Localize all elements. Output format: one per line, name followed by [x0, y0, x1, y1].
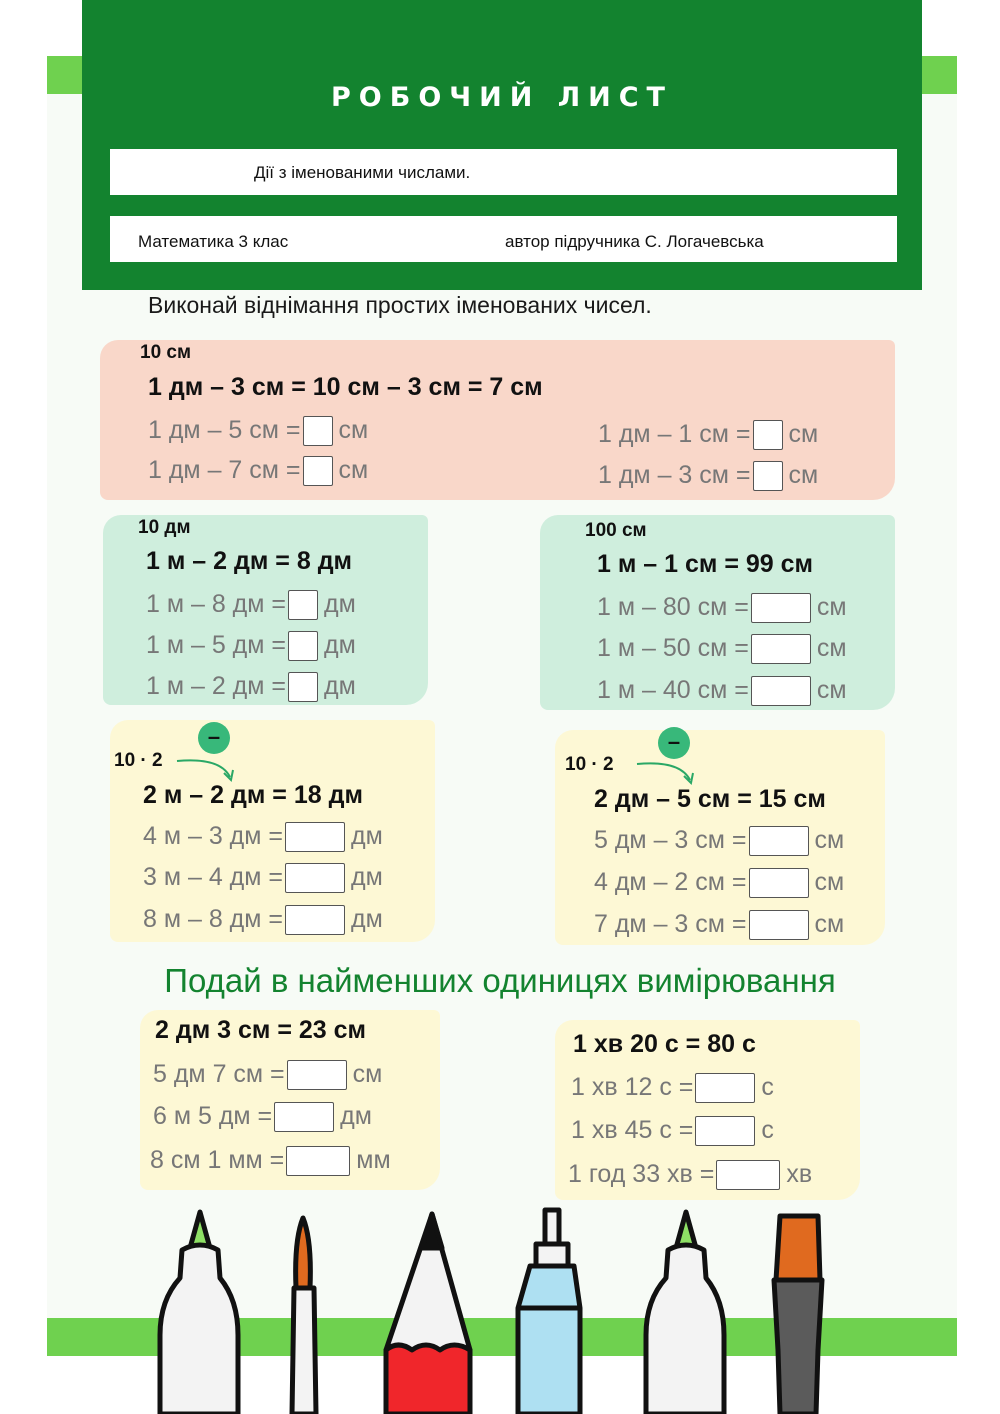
task-unit: см: [352, 1060, 383, 1088]
task-row: [148, 416, 368, 446]
answer-box[interactable]: [695, 1116, 755, 1146]
subject-text: Математика 3 клас: [138, 232, 289, 251]
task-row: [594, 910, 844, 940]
task-unit: дм: [351, 822, 383, 850]
task-row: [146, 672, 356, 702]
marker-icon: [646, 1212, 724, 1414]
task-unit: см: [816, 593, 847, 621]
task-row: [571, 1116, 774, 1146]
worksheet-title: РОБОЧИЙ ЛИСТ: [331, 82, 673, 113]
task-expression: 1 год 33 хв =: [568, 1160, 715, 1188]
task-unit: см: [788, 420, 819, 448]
task-unit: см: [816, 676, 847, 704]
task-row: [568, 1160, 812, 1190]
answer-box[interactable]: [285, 863, 345, 893]
pen-icon: [518, 1210, 580, 1414]
task-row: [143, 822, 383, 852]
answer-box[interactable]: [288, 672, 318, 702]
task-unit: дм: [324, 631, 356, 659]
task-row: [594, 826, 844, 856]
hint-label: 10 · 2: [114, 750, 163, 771]
answer-box[interactable]: [751, 676, 811, 706]
answer-box[interactable]: [288, 590, 318, 620]
task-expression: 1 м – 2 дм =: [146, 672, 287, 700]
task-unit: см: [816, 634, 847, 662]
task-row: [153, 1102, 372, 1132]
answer-box[interactable]: [749, 868, 809, 898]
section-title: Подай в найменших одиницях вимірювання: [164, 962, 836, 999]
task-expression: 8 см 1 мм =: [150, 1146, 285, 1174]
task-expression: 1 дм – 5 см =: [148, 416, 301, 444]
task-expression: 4 дм – 2 см =: [594, 868, 747, 896]
task-expression: 6 м 5 дм =: [153, 1102, 273, 1130]
task-row: [597, 593, 847, 623]
answer-box[interactable]: [749, 910, 809, 940]
example-equation: 2 м – 2 дм = 18 дм: [143, 781, 363, 809]
task-row: [598, 461, 818, 491]
task-expression: 8 м – 8 дм =: [143, 905, 284, 933]
stationery-illustration: [0, 1200, 1000, 1414]
task-unit: дм: [351, 905, 383, 933]
answer-box[interactable]: [285, 822, 345, 852]
task-expression: 1 хв 12 с =: [571, 1073, 694, 1101]
task-unit: с: [761, 1116, 774, 1144]
hint-label: 100 см: [585, 520, 647, 541]
task-unit: см: [338, 416, 369, 444]
task-expression: 1 дм – 7 см =: [148, 456, 301, 484]
task-expression: 1 хв 45 с =: [571, 1116, 694, 1144]
task-row: [597, 634, 847, 664]
task-unit: мм: [356, 1146, 391, 1174]
answer-box[interactable]: [274, 1102, 334, 1132]
topic-text: Дії з іменованими числами.: [254, 163, 471, 182]
task-row: [597, 676, 847, 706]
task-row: [146, 631, 356, 661]
example-equation: 2 дм – 5 см = 15 см: [594, 785, 826, 813]
answer-box[interactable]: [753, 461, 783, 491]
minus-badge: –: [658, 727, 690, 759]
task-unit: дм: [324, 590, 356, 618]
example-equation: 2 дм 3 см = 23 см: [155, 1016, 367, 1044]
answer-box[interactable]: [753, 420, 783, 450]
example-equation: 1 м – 1 см = 99 см: [597, 550, 814, 578]
hint-label: 10 см: [140, 342, 192, 363]
example-equation: 1 хв 20 с = 80 с: [573, 1030, 756, 1058]
arrow-icon: [635, 758, 705, 788]
task-unit: дм: [340, 1102, 372, 1130]
task-row: [598, 420, 818, 450]
hint-label: 10 дм: [138, 517, 191, 538]
answer-box[interactable]: [716, 1160, 780, 1190]
task-expression: 1 дм – 3 см =: [598, 461, 751, 489]
task-expression: 7 дм – 3 см =: [594, 910, 747, 938]
task-row: [150, 1146, 391, 1176]
author-text: автор підручника С. Логачевська: [505, 232, 764, 251]
answer-box[interactable]: [287, 1060, 347, 1090]
task-row: [148, 456, 368, 486]
task-row: [594, 868, 844, 898]
example-equation: 1 м – 2 дм = 8 дм: [146, 547, 353, 575]
task-row: [143, 905, 383, 935]
task-expression: 1 м – 40 см =: [597, 676, 749, 704]
instruction: Виконай віднімання простих іменованих чисел.: [148, 292, 652, 318]
task-row: [153, 1060, 382, 1090]
task-row: [146, 590, 356, 620]
task-unit: см: [814, 910, 845, 938]
hint-label: 10 · 2: [565, 754, 614, 775]
task-expression: 4 м – 3 дм =: [143, 822, 284, 850]
task-unit: хв: [786, 1160, 813, 1188]
example-equation: 1 дм – 3 см = 10 см – 3 см = 7 см: [148, 373, 543, 401]
pencil-icon: [386, 1214, 470, 1414]
info-bar: [110, 216, 897, 262]
answer-box[interactable]: [303, 456, 333, 486]
task-unit: см: [788, 461, 819, 489]
task-expression: 3 м – 4 дм =: [143, 863, 284, 891]
paint-brush-icon: [292, 1218, 316, 1414]
header: [82, 0, 922, 290]
answer-box[interactable]: [285, 905, 345, 935]
task-expression: 1 м – 50 см =: [597, 634, 749, 662]
answer-box[interactable]: [749, 826, 809, 856]
answer-box[interactable]: [751, 634, 811, 664]
task-unit: см: [338, 456, 369, 484]
task-expression: 5 дм 7 см =: [153, 1060, 285, 1088]
task-unit: дм: [351, 863, 383, 891]
task-unit: см: [814, 868, 845, 896]
task-unit: с: [761, 1073, 774, 1101]
task-expression: 1 м – 5 дм =: [146, 631, 287, 659]
answer-box[interactable]: [695, 1073, 755, 1103]
task-unit: см: [814, 826, 845, 854]
answer-box[interactable]: [751, 593, 811, 623]
minus-badge: –: [198, 722, 230, 754]
flat-brush-icon: [774, 1216, 822, 1414]
answer-box[interactable]: [288, 631, 318, 661]
marker-icon: [160, 1212, 238, 1414]
answer-box[interactable]: [303, 416, 333, 446]
task-row: [143, 863, 383, 893]
task-expression: 1 дм – 1 см =: [598, 420, 751, 448]
answer-box[interactable]: [286, 1146, 350, 1176]
task-row: [571, 1073, 774, 1103]
task-expression: 5 дм – 3 см =: [594, 826, 747, 854]
topic-bar: [110, 149, 897, 195]
task-expression: 1 м – 8 дм =: [146, 590, 287, 618]
task-expression: 1 м – 80 см =: [597, 593, 749, 621]
task-unit: дм: [324, 672, 356, 700]
